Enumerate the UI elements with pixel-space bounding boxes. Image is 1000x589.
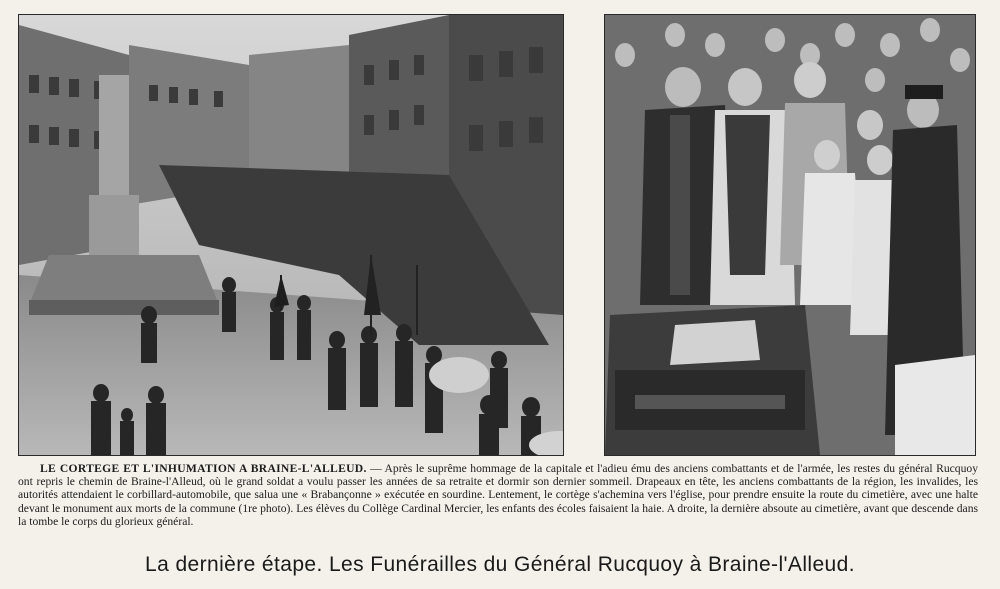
cemetery-image xyxy=(605,15,975,455)
caption-heading: LE CORTEGE ET L'INHUMATION A BRAINE-L'ALLEUD. xyxy=(40,462,367,475)
caption-body: — Après le suprême hommage de la capitale et l'adieu ému des anciens combattants et de l'armée, les restes du général Rucquoy ont repris le chemin de Braine-l'Alleud, où le grand soldat a voulu passer les années de sa retraite et dormir son dernier sommeil. Drapeaux en tête, les anciens combattants de la région, les invalides, les autorités attendaient le corbillard-automobile, que salua une « Brabançonne » exécutée en sourdine. Lentement, le cortège s'achemina vers l'église, pour prendre ensuite la route du cimetière, avec une halte devant le monument aux morts de la commune (1re photo). Les élèves du Collège Cardinal Mercier, les enfants des écoles faisaient la haie. A droite, la dernière absoute au cimetière, avant que descende dans la tombe le corps du glorieux général. xyxy=(18,462,978,528)
procession-image xyxy=(19,15,563,455)
cemetery-absolution-photo xyxy=(604,14,976,456)
photo-caption xyxy=(18,462,978,528)
funeral-procession-street-photo xyxy=(18,14,564,456)
page-title: La dernière étape. Les Funérailles du Général Rucquoy à Braine-l'Alleud. xyxy=(145,553,855,576)
